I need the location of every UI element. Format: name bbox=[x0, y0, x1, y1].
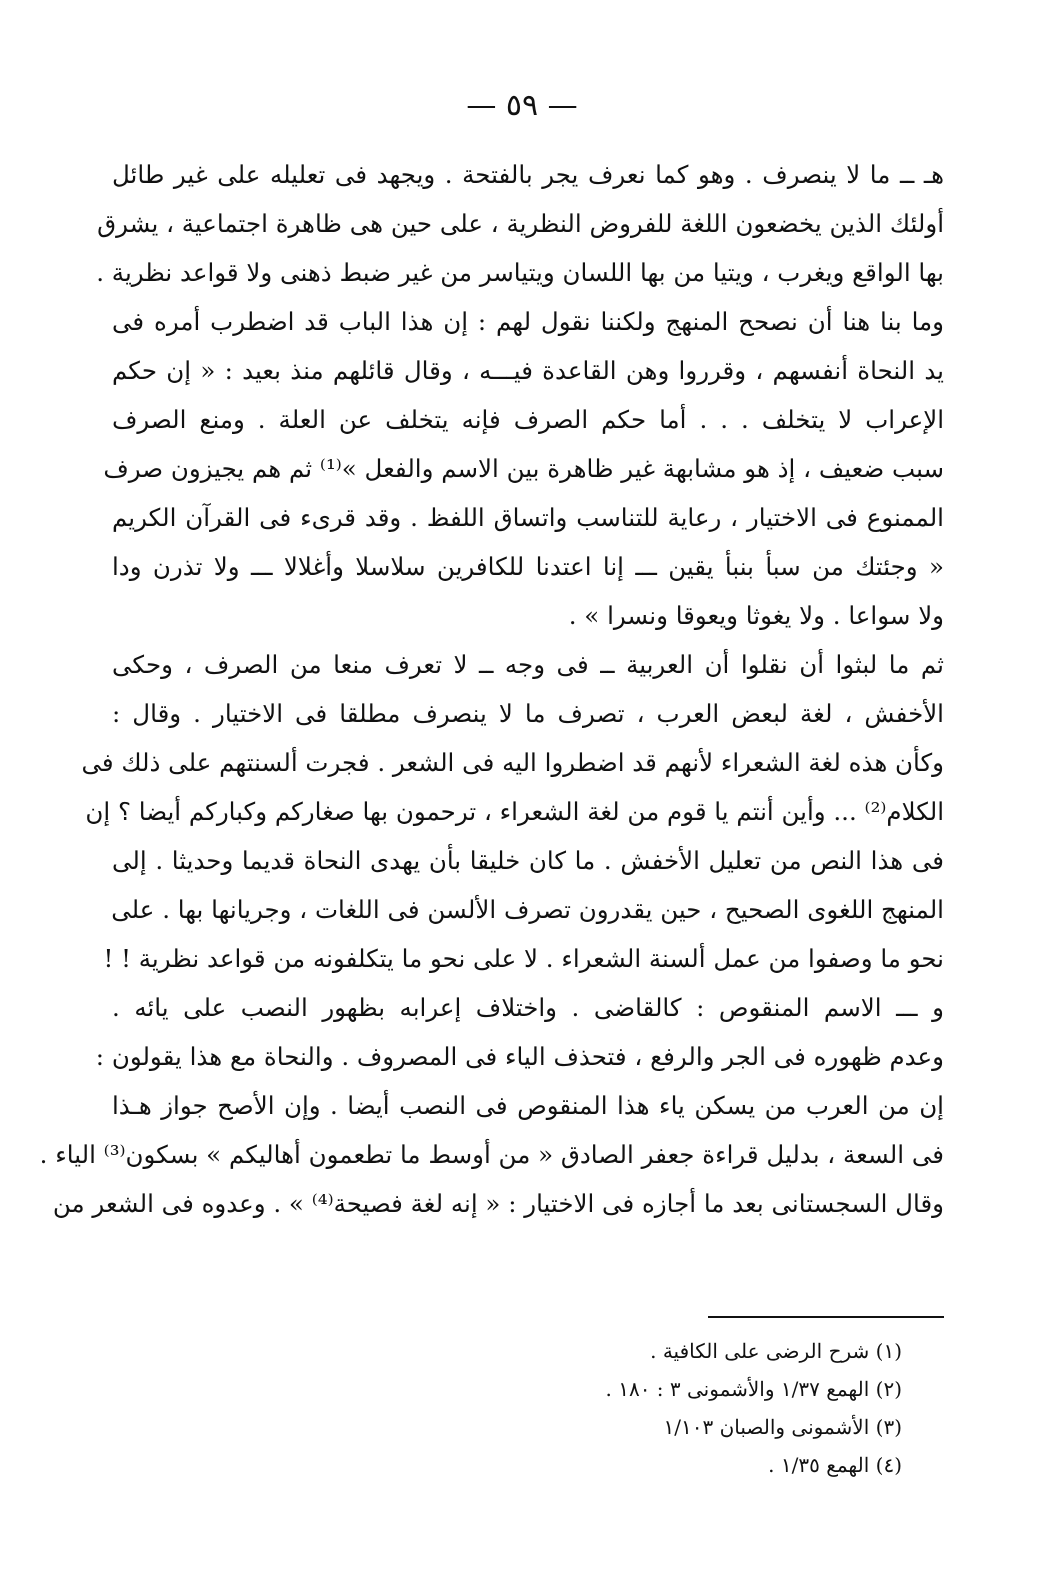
footnote: (٢) الهمع ١/٣٧ والأشمونى ٣ : ١٨٠ . bbox=[605, 1377, 902, 1401]
paragraph bbox=[96, 150, 944, 297]
footnote-separator bbox=[708, 1316, 944, 1318]
footnote: (٣) الأشمونى والصبان ١/١٠٣ bbox=[663, 1415, 902, 1439]
text-line: ولا سواعا . ولا يغوثا ويعوقا ونسرا » . bbox=[568, 601, 944, 630]
paragraph bbox=[103, 297, 944, 640]
main-text bbox=[39, 150, 944, 1228]
paragraph bbox=[39, 983, 944, 1228]
footnote: (١) شرح الرضى على الكافية . bbox=[650, 1339, 902, 1363]
text-line: « وجئتك من سبأ بنبأ يقين ـــ إنا اعتدنا للكافرين سلاسلا وأغلالا ـــ ولا تذرن ودا bbox=[112, 552, 944, 581]
text-line: هـ ــ ما لا ينصرف . وهو كما نعرف يجر بالفتحة . ويجهد فى تعليله على غير طائل bbox=[112, 160, 944, 189]
text-line: وعدم ظهوره فى الجر والرفع ، فتحذف الياء فى المصروف . والنحاة مع هذا يقولون : bbox=[95, 1042, 944, 1071]
text-line: فى هذا النص من تعليل الأخفش . ما كان خليقا بأن يهدى النحاة قديما وحديثا . إلى bbox=[112, 846, 944, 875]
footnotes bbox=[112, 1332, 902, 1484]
text-line: نحو ما وصفوا من عمل ألسنة الشعراء . لا على نحو ما يتكلفونه من قواعد نظرية ! ! bbox=[103, 944, 944, 973]
text-line: وقال السجستانى بعد ما أجازه فى الاختيار : « إنه لغة فصيحة⁽⁴⁾ » . وعدوه فى الشعر من bbox=[52, 1189, 944, 1218]
text-line: يد النحاة أنفسهم ، وقرروا وهن القاعدة فيـــه ، وقال قائلهم منذ بعيد : « إن حكم bbox=[112, 356, 944, 385]
text-line: و ـــ الاسم المنقوص : كالقاضى . واختلاف إعرابه بظهور النصب على يائه . bbox=[112, 993, 944, 1022]
text-line: سبب ضعيف ، إذ هو مشابهة غير ظاهرة بين الاسم والفعل »⁽¹⁾ ثم هم يجيزون صرف bbox=[103, 454, 944, 483]
text-line: ثم ما لبثوا أن نقلوا أن العربية ــ فى وجه ــ لا تعرف منعا من الصرف ، وحكى bbox=[112, 650, 944, 679]
text-line: وما بنا هنا أن نصحح المنهج ولكننا نقول لهم : إن هذا الباب قد اضطرب أمره فى bbox=[112, 307, 944, 336]
text-line: الكلام⁽²⁾ ... وأين أنتم يا قوم من لغة الشعراء ، ترحمون بها صغاركم وكباركم أيضا ؟ إن bbox=[85, 797, 944, 826]
text-line: وكأن هذه لغة الشعراء لأنهم قد اضطروا اليه فى الشعر . فجرت ألسنتهم على ذلك فى bbox=[81, 748, 944, 777]
text-line: المنهج اللغوى الصحيح ، حين يقدرون تصرف الألسن فى اللغات ، وجريانها بها . على bbox=[111, 895, 944, 924]
text-line: فى السعة ، بدليل قراءة جعفر الصادق « من أوسط ما تطعمون أهاليكم » بسكون⁽³⁾ الياء . bbox=[39, 1140, 944, 1169]
page-number: — ٥٩ — bbox=[466, 88, 578, 123]
text-line: الإعراب لا يتخلف . . . أما حكم الصرف فإنه يتخلف عن العلة . ومنع الصرف bbox=[112, 405, 944, 434]
text-line: بها الواقع ويغرب ، ويتيا من بها اللسان ويتياسر من غير ضبط ذهنى ولا قواعد نظرية . bbox=[96, 258, 944, 287]
text-line: أولئك الذين يخضعون اللغة للفروض النظرية ، على حين هى ظاهرة اجتماعية ، يشرق bbox=[97, 209, 944, 238]
text-line: الأخفش ، لغة لبعض العرب ، تصرف ما لا ينصرف مطلقا فى الاختيار . وقال : bbox=[112, 699, 944, 728]
text-line: الممنوع فى الاختيار ، رعاية للتناسب واتساق اللفظ . وقد قرىء فى القرآن الكريم bbox=[112, 503, 944, 532]
footnote: (٤) الهمع ١/٣٥ . bbox=[768, 1453, 902, 1477]
paragraph bbox=[81, 640, 944, 983]
text-line: إن من العرب من يسكن ياء هذا المنقوص فى النصب أيضا . وإن الأصح جواز هـذا bbox=[112, 1091, 944, 1120]
